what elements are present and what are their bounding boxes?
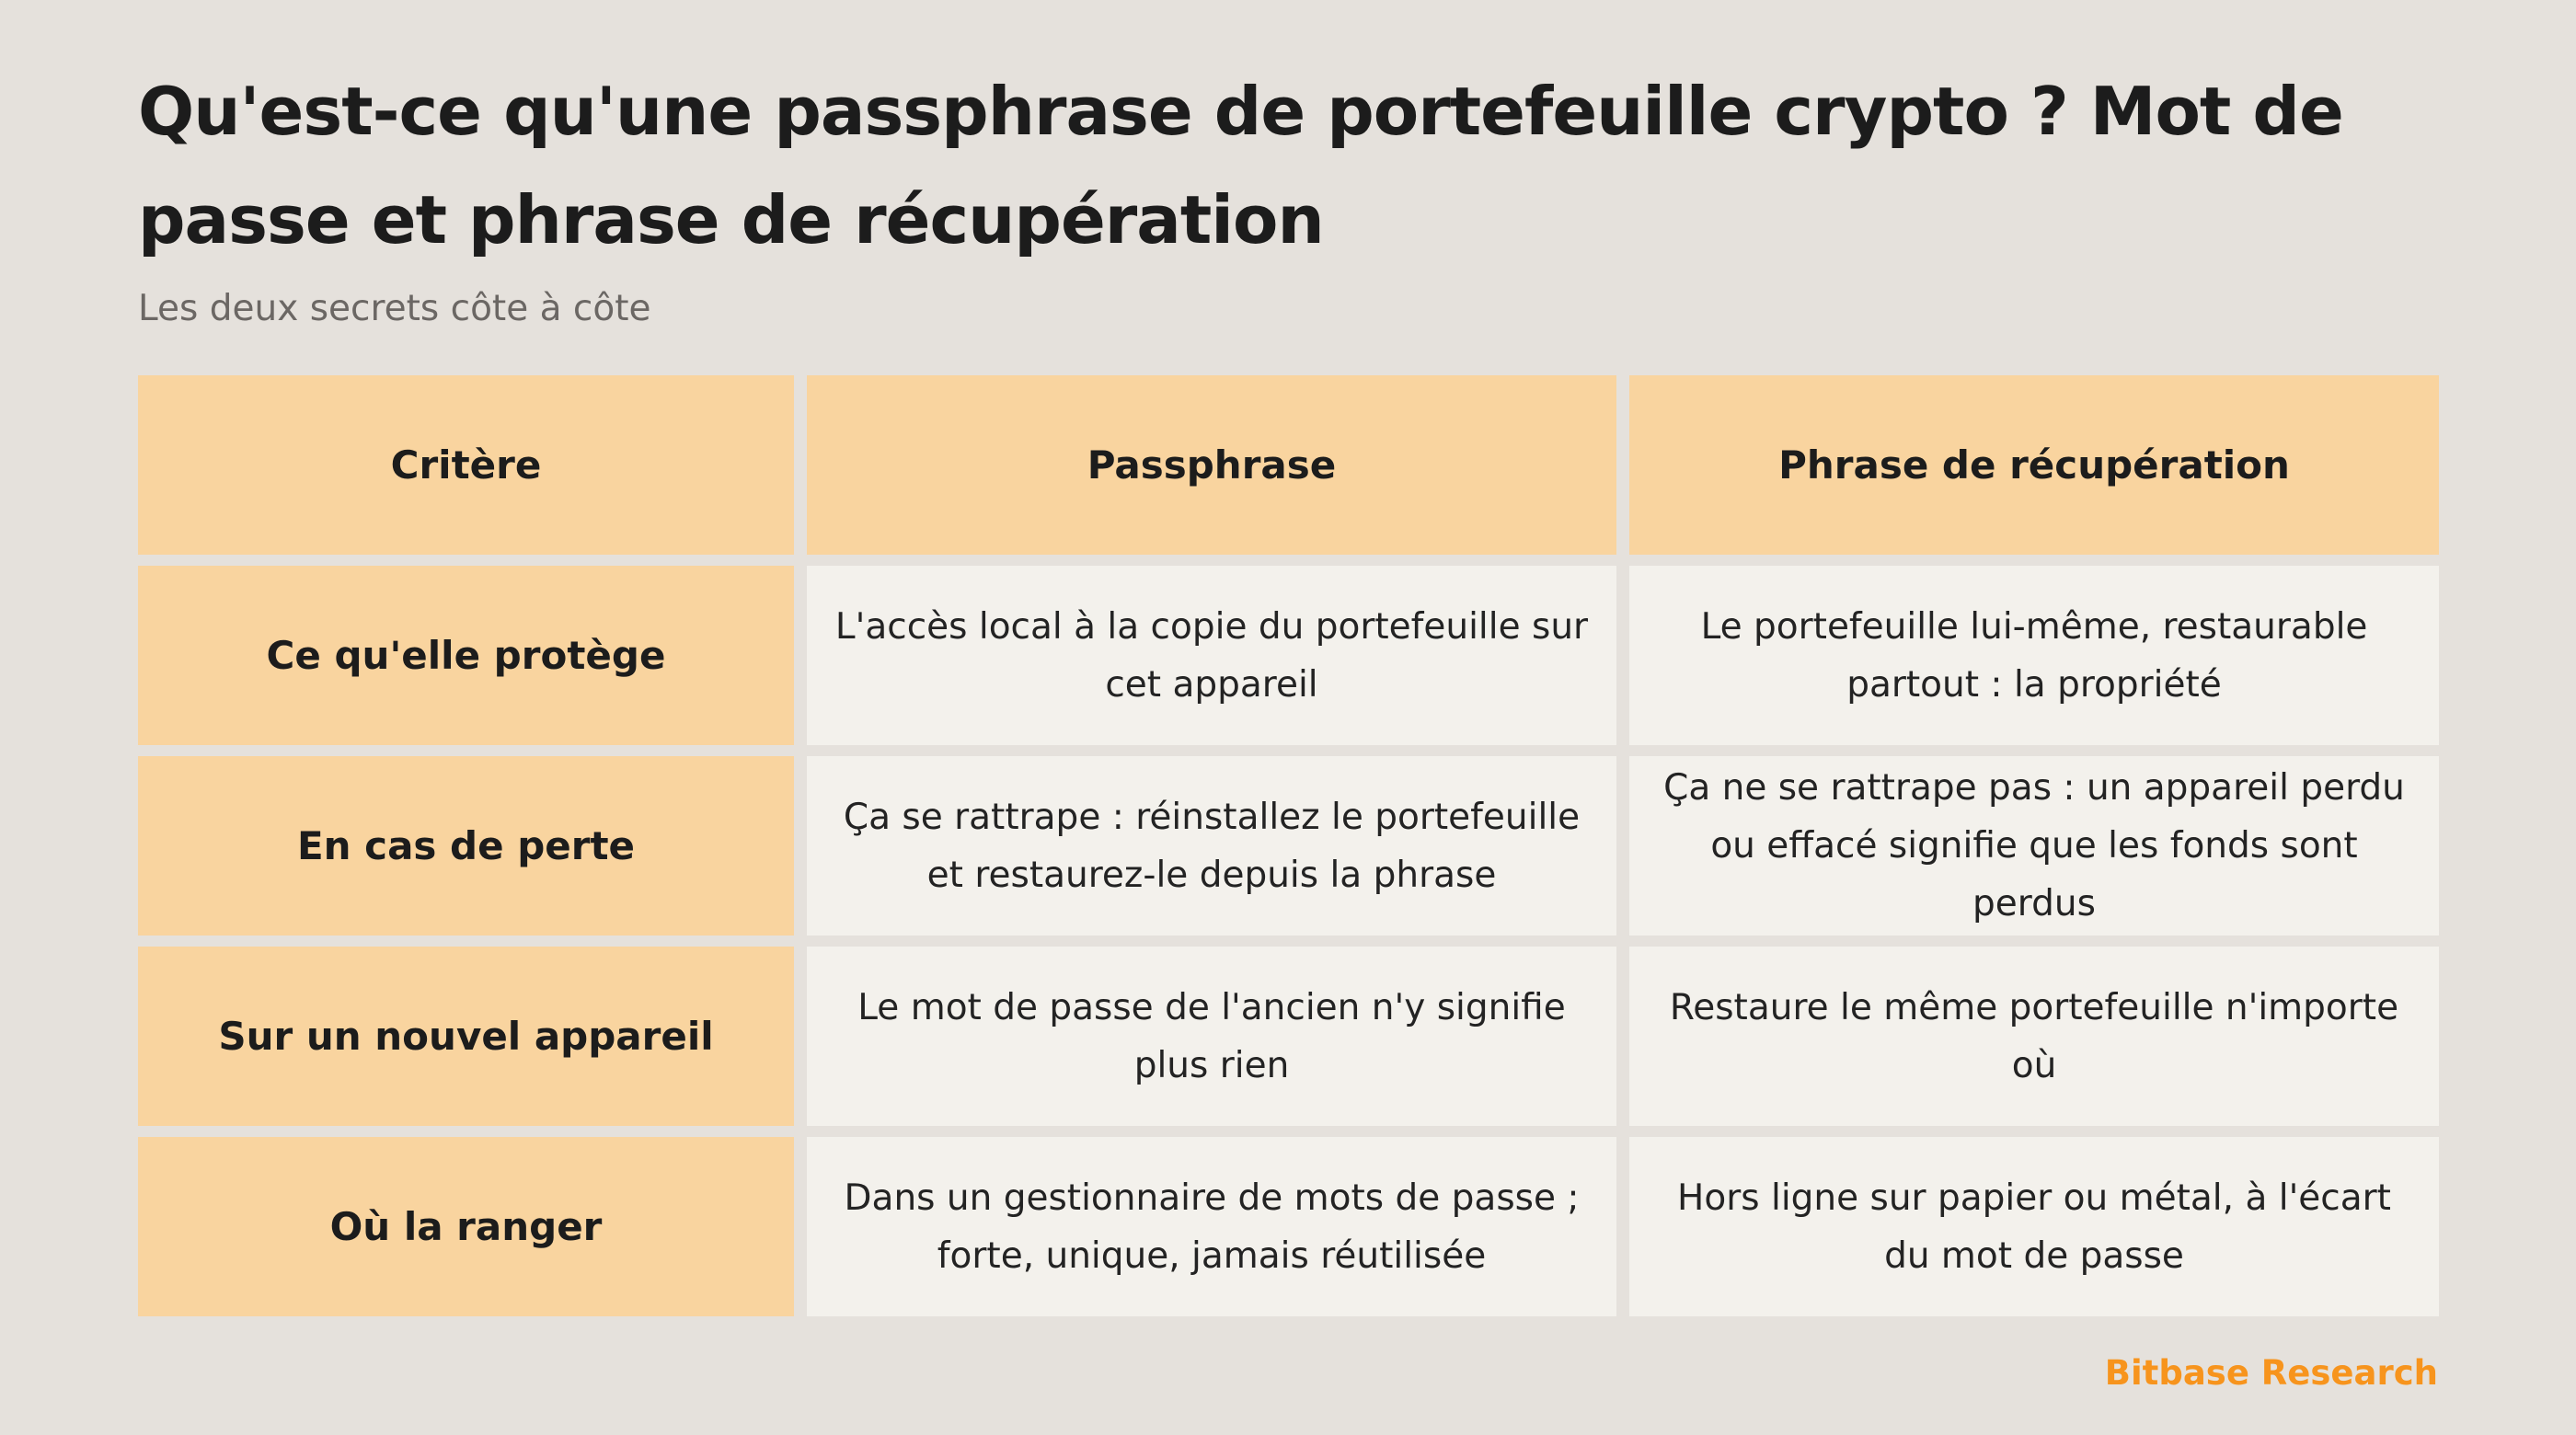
passphrase-cell-protects: L'accès local à la copie du portefeuille sur cet appareil (807, 566, 1616, 745)
recovery-cell-protects: Le portefeuille lui-même, restaurable partout : la propriété (1629, 566, 2439, 745)
page-title: Qu'est-ce qu'une passphrase de portefeuille crypto ? Mot de passe et phrase de récupération (138, 73, 2343, 258)
page-subtitle: Les deux secrets côte à côte (138, 288, 651, 329)
recovery-cell-storage: Hors ligne sur papier ou métal, à l'écart du mot de passe (1629, 1137, 2439, 1316)
passphrase-cell-storage: Dans un gestionnaire de mots de passe ; forte, unique, jamais réutilisée (807, 1137, 1616, 1316)
passphrase-cell-new-device: Le mot de passe de l'ancien n'y signifie plus rien (807, 947, 1616, 1126)
row-criterion-protects: Ce qu'elle protège (138, 566, 794, 745)
passphrase-cell-loss: Ça se rattrape : réinstallez le portefeuille et restaurez-le depuis la phrase (807, 756, 1616, 936)
row-criterion-storage: Où la ranger (138, 1137, 794, 1316)
comparison-table (138, 375, 2440, 1316)
brand-label: Bitbase Research (2104, 1353, 2438, 1393)
column-header-recovery-phrase: Phrase de récupération (1629, 375, 2439, 555)
row-criterion-loss: En cas de perte (138, 756, 794, 936)
recovery-cell-loss: Ça ne se rattrape pas : un appareil perdu ou effacé signifie que les fonds sont perdus (1629, 756, 2439, 936)
row-criterion-new-device: Sur un nouvel appareil (138, 947, 794, 1126)
column-header-criterion: Critère (138, 375, 794, 555)
column-header-passphrase: Passphrase (807, 375, 1616, 555)
recovery-cell-new-device: Restaure le même portefeuille n'importe où (1629, 947, 2439, 1126)
